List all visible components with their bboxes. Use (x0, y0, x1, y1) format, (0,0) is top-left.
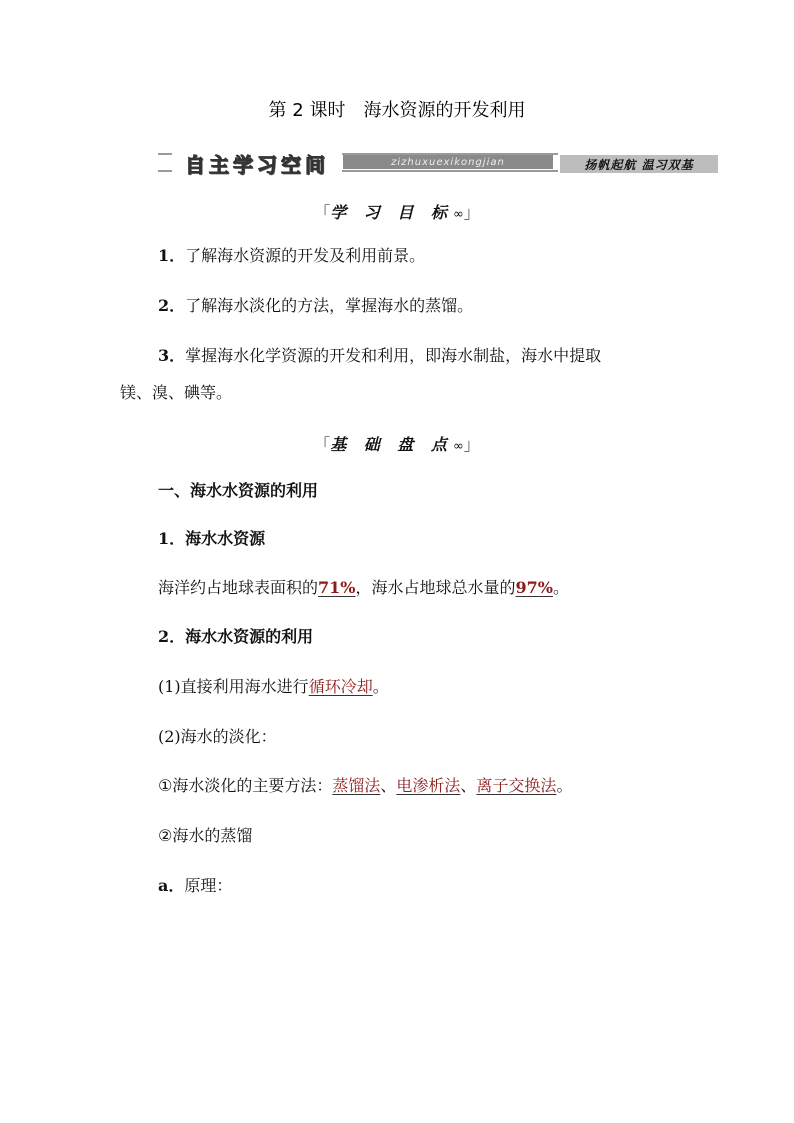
answer-water-percent: 97% (515, 578, 553, 597)
lesson-number: 第 2 课时 (268, 100, 346, 121)
principle-label: a．原理： (158, 876, 233, 895)
lesson-name: 海水资源的开发利用 (363, 100, 526, 121)
objective-item: 1．了解海水资源的开发及利用前景。 (158, 246, 426, 265)
answer-method-distillation: 蒸馏法 (332, 776, 381, 795)
basics-heading: 「基 础 盘 点∞」 (314, 435, 480, 454)
subsection-heading: 2．海水水资源的利用 (158, 627, 314, 646)
objective-item: 3．掌握海水化学资源的开发和利用，即海水制盐，海水中提取 (158, 346, 602, 365)
methods-line: ①海水淡化的主要方法：蒸馏法、电渗析法、离子交换法。 (158, 776, 573, 795)
answer-cooling: 循环冷却 (308, 677, 373, 696)
banner-motto: 扬帆起航 温习双基 (560, 155, 718, 173)
distillation-heading: ②海水的蒸馏 (158, 826, 253, 845)
banner-label: 自主学习空间 (172, 150, 342, 176)
objective-item-continuation: 镁、溴、碘等。 (120, 383, 233, 402)
answer-method-ion-exchange: 离子交换法 (476, 776, 557, 795)
usage-item: (1)直接利用海水进行循环冷却。 (158, 677, 389, 696)
subsection-heading: 1．海水水资源 (158, 529, 266, 548)
fact-line: 海洋约占地球表面积的71%，海水占地球总水量的97%。 (158, 578, 569, 597)
objectives-heading: 「学 习 目 标∞」 (314, 203, 480, 222)
infinity-icon: ∞ (452, 439, 464, 454)
infinity-icon: ∞ (452, 207, 464, 222)
banner-pinyin: zizhuxuexikongjian (343, 155, 553, 169)
usage-item: (2)海水的淡化： (158, 727, 277, 746)
section-banner (158, 150, 718, 176)
answer-method-electrodialysis: 电渗析法 (396, 776, 461, 795)
section-heading: 一、海水水资源的利用 (158, 481, 319, 500)
page-title (0, 96, 794, 122)
objective-item: 2．了解海水淡化的方法，掌握海水的蒸馏。 (158, 296, 474, 315)
answer-surface-percent: 71% (318, 578, 356, 597)
